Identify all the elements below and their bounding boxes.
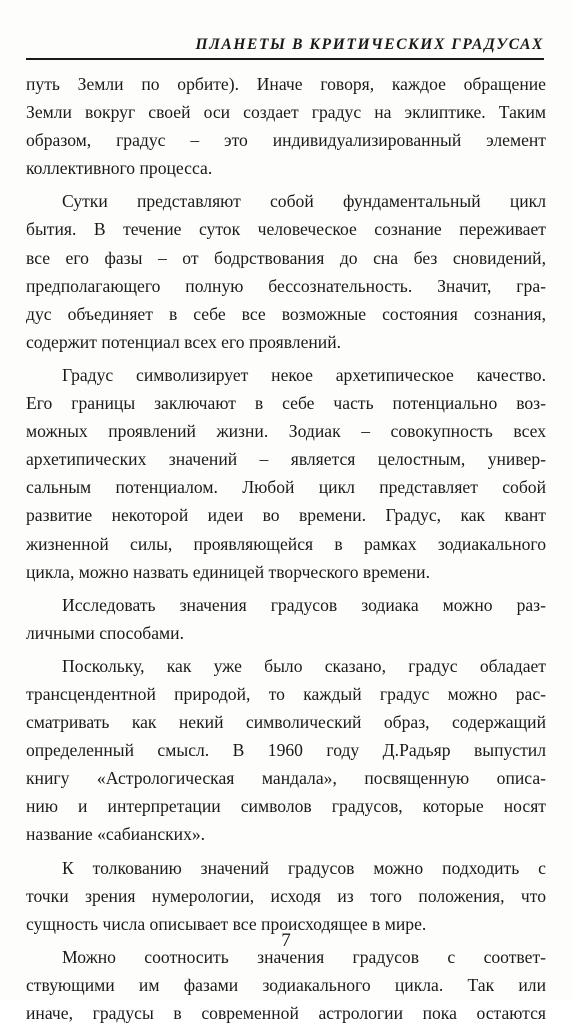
text-line: цикла, можно назвать единицей творческого времени. [26, 561, 430, 582]
text-line: архетипических значений – является целостным, универ- [26, 449, 546, 470]
paragraph [26, 187, 546, 356]
text-line: Можно соотносить значения градусов с соответ- [62, 946, 546, 967]
paragraph [26, 652, 546, 849]
running-head-title: ПЛАНЕТЫ В КРИТИЧЕСКИХ ГРАДУСАХ [195, 36, 544, 53]
text-line: предполагающего полную бессознательность. Значит, гра- [26, 275, 546, 296]
text-line: Его границы заключают в себе часть потенциально воз- [26, 393, 546, 414]
text-line: жизненной силы, проявляющейся в рамках зодиакального [26, 533, 546, 554]
text-line: сущность числа описывает все происходящее в мире. [26, 913, 427, 934]
paragraph [26, 854, 546, 938]
text-line: иначе, градусы в современной астрологии пока остаются [26, 1003, 546, 1023]
text-line: коллективного процесса. [26, 158, 213, 179]
text-line: К толкованию значений градусов можно подходить с [62, 857, 546, 878]
text-line: определенный смысл. В 1960 году Д.Радьяр выпустил [26, 740, 546, 761]
text-line: Исследовать значения градусов зодиака можно раз- [62, 594, 546, 615]
text-line: сальным потенциалом. Любой цикл представляет собой [26, 477, 546, 498]
text-line: Земли вокруг своей оси создает градус на эклиптике. Таким [26, 102, 546, 123]
paragraph [26, 591, 546, 647]
text-line: образом, градус – это индивидуализированный элемент [26, 130, 546, 151]
text-line: все его фазы – от бодрствования до сна без сновидений, [26, 247, 546, 268]
text-line: личными способами. [26, 622, 185, 643]
text-line: Сутки представляют собой фундаментальный цикл [62, 191, 546, 212]
text-line: Поскольку, как уже было сказано, градус обладает [62, 655, 546, 676]
text-line: ствующими им фазами зодиакального цикла. Так или [26, 974, 546, 995]
body-text [26, 70, 546, 1032]
text-line: трансцендентной природой, то каждый градус можно рас- [26, 683, 546, 704]
text-line: книгу «Астрологическая мандала», посвященную описа- [26, 768, 546, 789]
text-line: развитие некоторой идеи во времени. Градус, как квант [26, 505, 546, 526]
running-head [26, 30, 544, 60]
text-line: название «сабианских». [26, 824, 206, 845]
text-line: содержит потенциал всех его проявлений. [26, 331, 342, 352]
paragraph [26, 943, 546, 1027]
page-number: 7 [281, 930, 291, 951]
text-line: точки зрения нумерологии, исходя из того положения, что [26, 885, 546, 906]
text-line: Градус символизирует некое архетипическое качество. [62, 364, 546, 385]
paragraph [26, 361, 546, 586]
paragraph [26, 70, 546, 182]
text-line: сматривать как некий символический образ, содержащий [26, 712, 546, 733]
text-line: дус объединяет в себе все возможные состояния сознания, [26, 303, 546, 324]
text-line: бытия. В течение суток человеческое сознание переживает [26, 219, 546, 240]
text-line: нию и интерпретации символов градусов, которые носят [26, 796, 546, 817]
text-line: можных проявлений жизни. Зодиак – совокупность всех [26, 421, 546, 442]
text-line: путь Земли по орбите). Иначе говоря, каждое обращение [26, 74, 546, 94]
